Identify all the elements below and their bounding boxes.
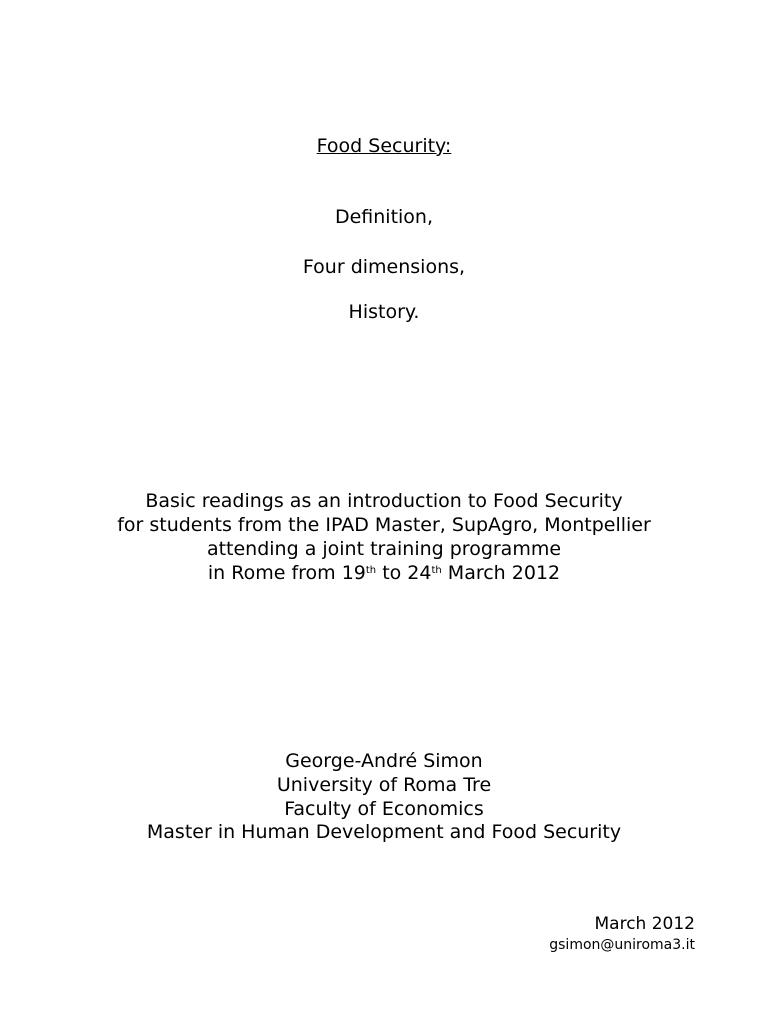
author-program: Master in Human Development and Food Security — [146, 821, 622, 843]
topic-dimensions: Four dimensions, — [302, 256, 466, 278]
document-date: March 2012 — [594, 914, 695, 934]
topic-history: History. — [348, 301, 420, 323]
author-university: University of Roma Tre — [276, 774, 492, 796]
intro-line-1: Basic readings as an introduction to Food Security — [145, 490, 623, 512]
intro-line-3: attending a joint training programme — [206, 538, 562, 560]
intro-line-4-pre: in Rome from 19 — [207, 562, 366, 584]
author-faculty: Faculty of Economics — [284, 798, 484, 820]
intro-line-2: for students from the IPAD Master, SupAgro, Montpellier — [117, 514, 651, 536]
page-title: Food Security: — [316, 135, 452, 157]
topic-definition: Definition, — [334, 206, 434, 228]
author-name: George-André Simon — [285, 750, 483, 772]
contact-email: gsimon@uniroma3.it — [549, 937, 695, 953]
intro-line-4-post: March 2012 — [441, 562, 561, 584]
intro-line-4-mid: to 24 — [376, 562, 432, 584]
intro-line-4 — [0, 561, 768, 585]
intro-superscript-1: th — [365, 565, 377, 576]
intro-superscript-2: th — [431, 565, 442, 576]
